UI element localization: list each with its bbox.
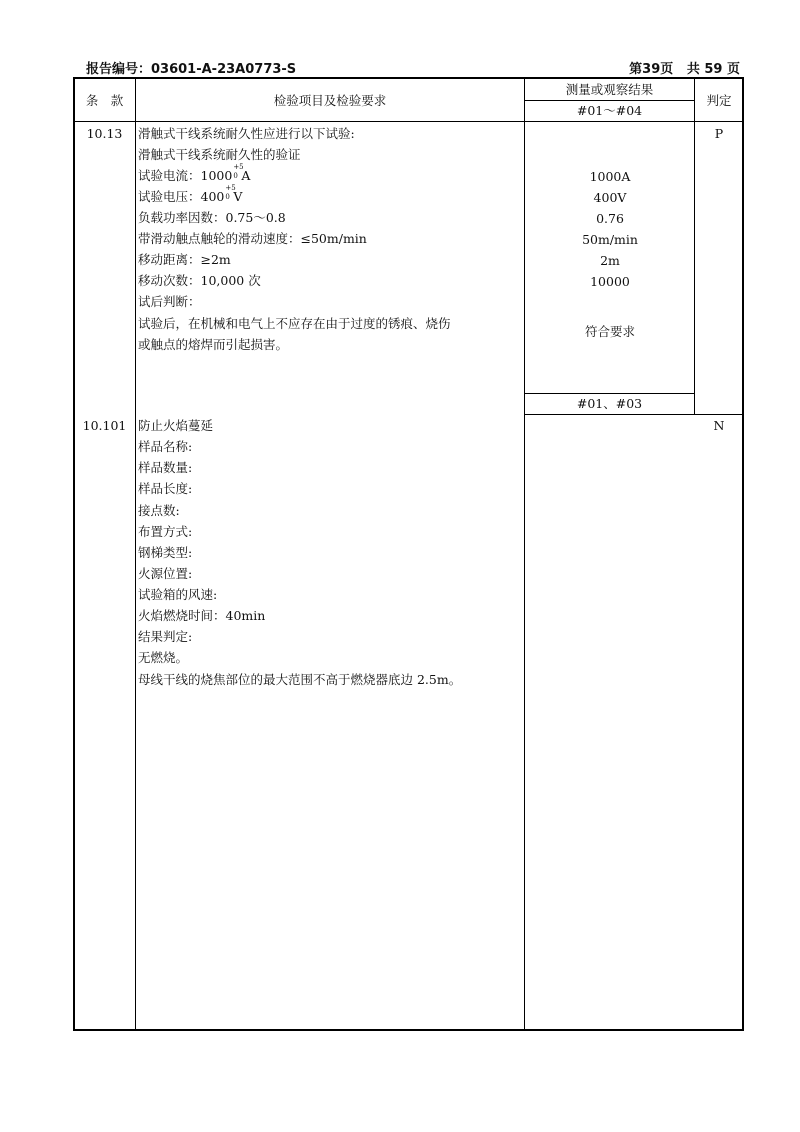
header-samples: #01～#04 bbox=[576, 103, 643, 118]
result-value: 400V bbox=[593, 190, 627, 205]
requirement-line: 滑触式干线系统耐久性的验证 bbox=[138, 147, 301, 162]
voltage-label: 试验电压：400 bbox=[138, 189, 225, 204]
header-verdict: 判定 bbox=[706, 93, 732, 108]
requirement-line: 移动距离：≥2m bbox=[138, 252, 231, 267]
row-verdict: P bbox=[714, 126, 724, 141]
result-value: 2m bbox=[600, 253, 620, 268]
requirement-line: 结果判定: bbox=[138, 629, 193, 644]
voltage-unit: V bbox=[233, 189, 243, 204]
result-value: 10000 bbox=[590, 274, 630, 289]
row-clause: 10.13 bbox=[86, 126, 123, 141]
header-requirement: 检验项目及检验要求 bbox=[273, 93, 387, 108]
row-verdict: N bbox=[713, 418, 725, 433]
requirement-line bbox=[138, 186, 242, 207]
page-number bbox=[629, 58, 740, 77]
result-value: 50m/min bbox=[582, 232, 638, 247]
requirement-line: 负载功率因数：0.75～0.8 bbox=[138, 210, 286, 225]
requirement-line: 无燃烧。 bbox=[138, 650, 189, 665]
row-clause: 10.101 bbox=[82, 418, 127, 433]
header-bottom-line bbox=[74, 121, 743, 122]
current-page: 第39页 bbox=[629, 62, 674, 77]
col-divider-result bbox=[524, 78, 525, 1030]
requirement-line: 试验箱的风速: bbox=[138, 587, 218, 602]
voltage-tolerance: +5 0 bbox=[225, 184, 236, 201]
current-label: 试验电流：1000 bbox=[138, 168, 233, 183]
requirement-line bbox=[138, 165, 250, 186]
total-pages: 共 59 页 bbox=[686, 62, 740, 77]
result-value: 符合要求 bbox=[584, 324, 635, 339]
requirement-line: 火源位置: bbox=[138, 566, 193, 581]
requirement-line: 滑触式干线系统耐久性应进行以下试验: bbox=[138, 126, 355, 141]
samples-label: #01、#03 bbox=[576, 396, 643, 411]
requirement-line: 移动次数：10,000 次 bbox=[138, 273, 261, 288]
requirement-line: 母线干线的烧焦部位的最大范围不高于燃烧器底边 2.5m。 bbox=[138, 672, 462, 687]
current-tolerance: +5 0 bbox=[233, 163, 244, 180]
requirement-line: 防止火焰蔓延 bbox=[138, 418, 214, 433]
current-unit: A bbox=[241, 168, 251, 183]
header-clause: 条 款 bbox=[85, 93, 124, 108]
header-result: 测量或观察结果 bbox=[565, 82, 654, 97]
col-divider-clause bbox=[135, 78, 136, 1030]
requirement-line: 钢梯类型: bbox=[138, 545, 193, 560]
requirement-line: 样品名称: bbox=[138, 439, 193, 454]
requirement-line: 布置方式: bbox=[138, 524, 193, 539]
requirement-line: 样品长度: bbox=[138, 481, 193, 496]
requirement-line: 试验后，在机械和电气上不应存在由于过度的锈痕、烧伤 bbox=[138, 316, 451, 331]
requirement-line: 或触点的熔焊而引起损害。 bbox=[138, 337, 289, 352]
result-value: 0.76 bbox=[596, 211, 624, 226]
requirement-line: 火焰燃烧时间：40min bbox=[138, 608, 266, 623]
requirement-line: 接点数: bbox=[138, 503, 180, 518]
requirement-line: 试后判断： bbox=[138, 294, 201, 309]
report-number: 报告编号：03601-A-23A0773-S bbox=[86, 62, 297, 77]
result-value: 1000A bbox=[589, 169, 631, 184]
requirement-line: 带滑动触点触轮的滑动速度：≤50m/min bbox=[138, 231, 367, 246]
requirement-line: 样品数量: bbox=[138, 460, 193, 475]
